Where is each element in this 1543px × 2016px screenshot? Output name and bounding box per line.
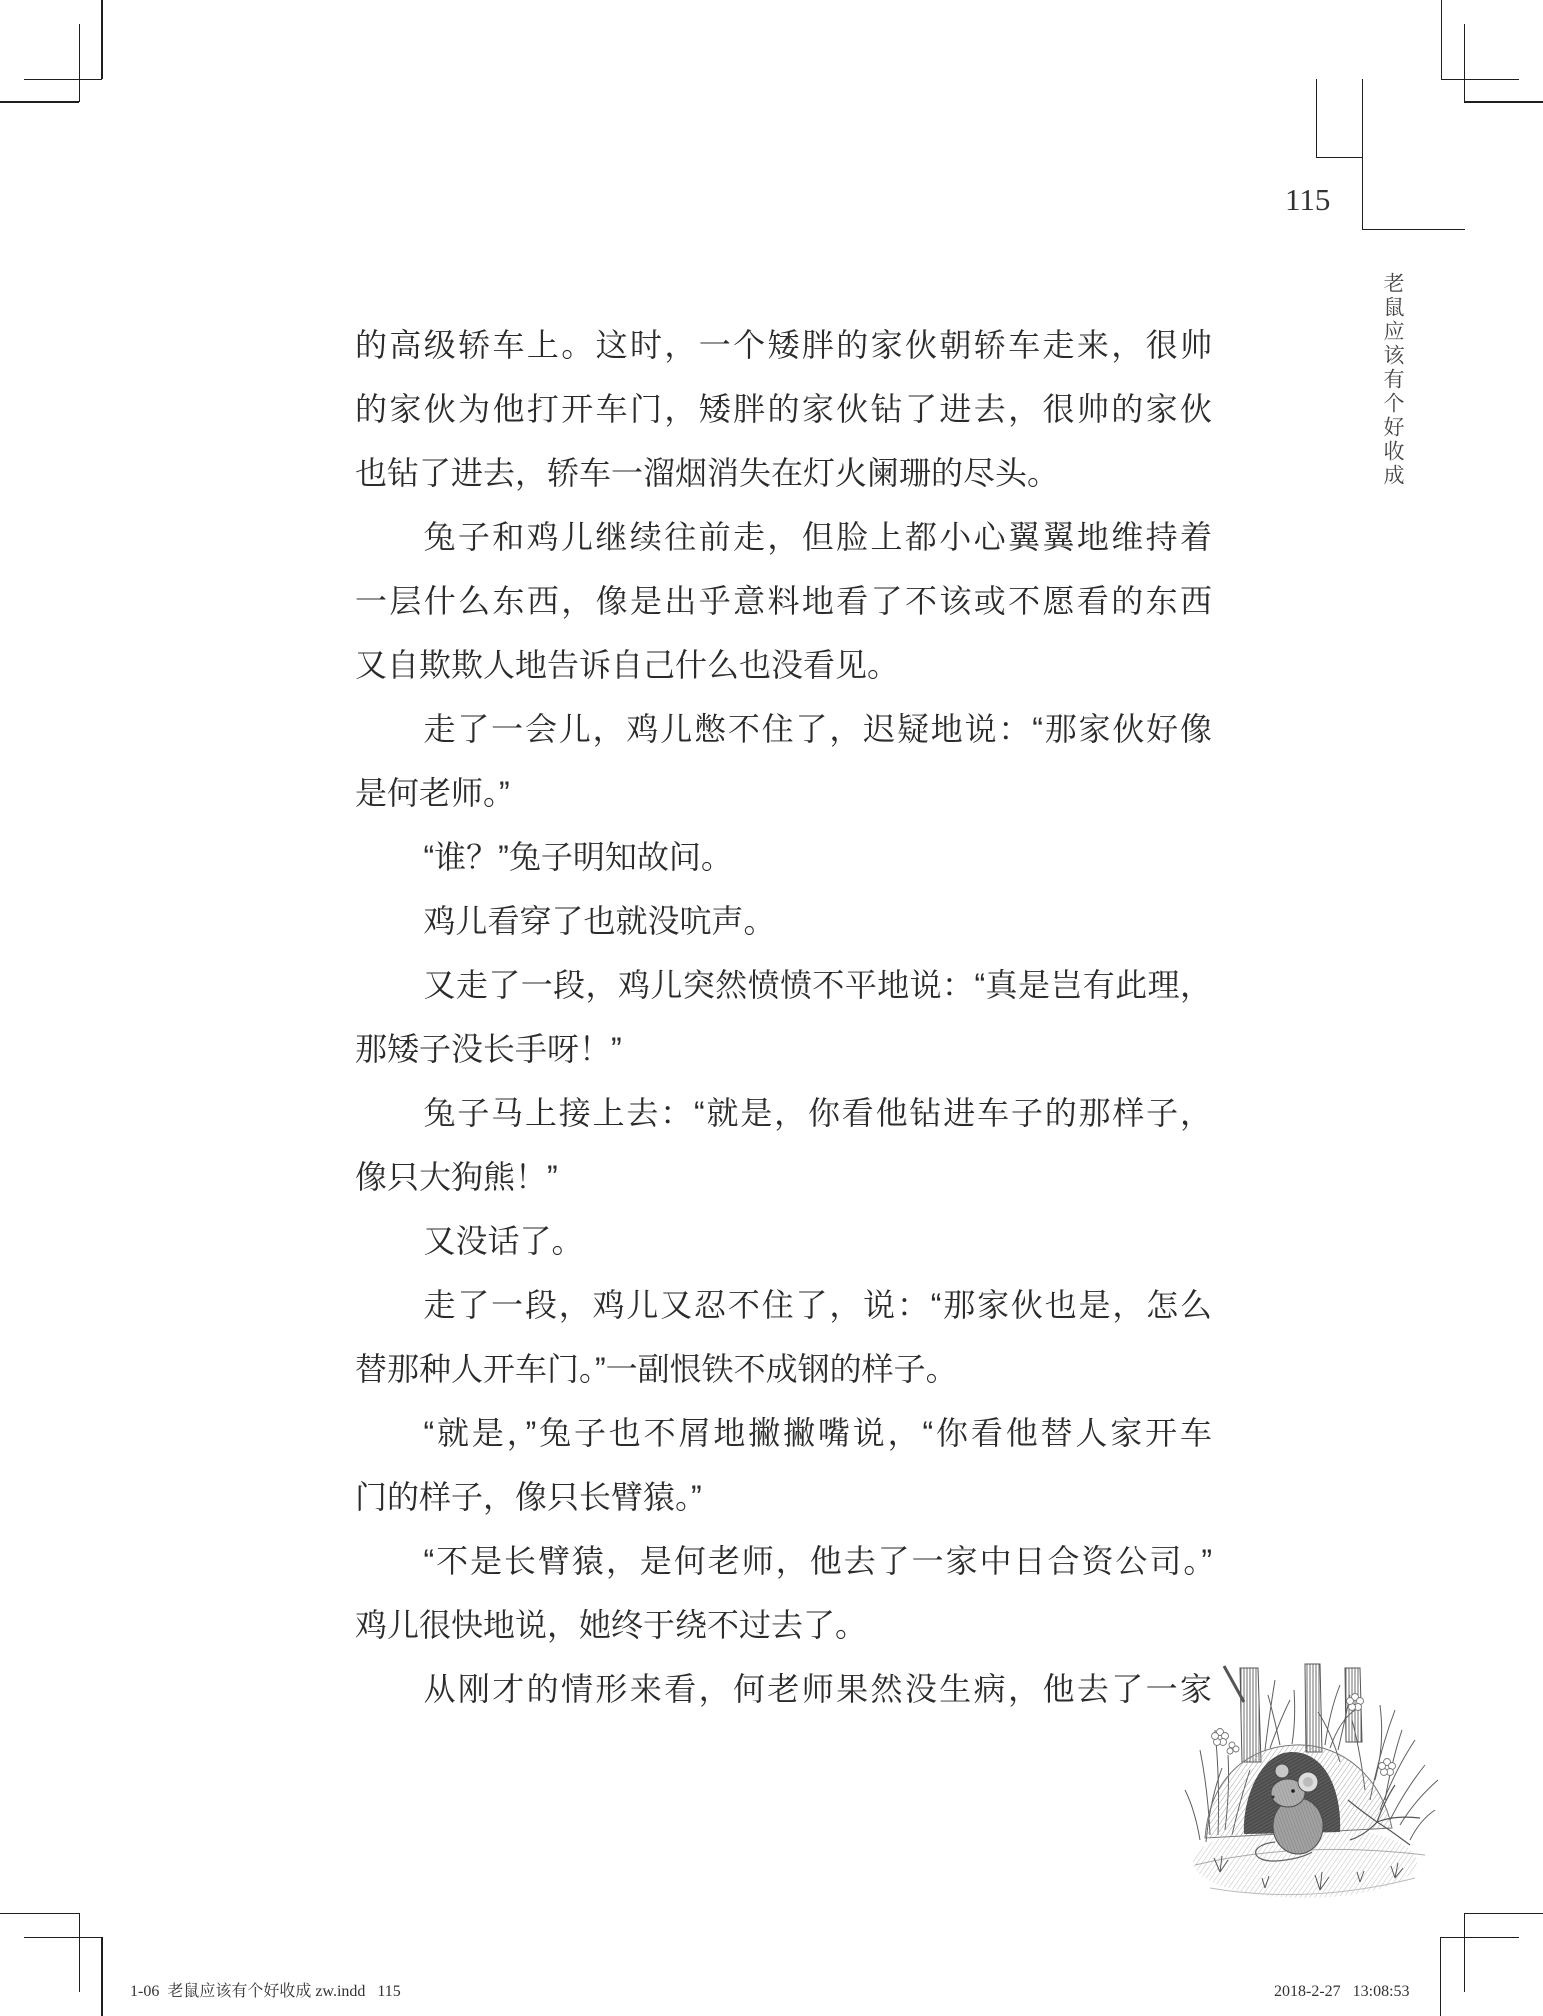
running-head-rule <box>1362 79 1364 229</box>
crop-mark <box>1464 1913 1466 1992</box>
body-text <box>355 313 1212 1721</box>
footer-timestamp: 2018-2-27 13:08:53 <box>1274 1983 1410 2000</box>
text-line: 鸡儿看穿了也就没吭声。 <box>423 903 776 939</box>
running-head-rule <box>1316 157 1362 159</box>
text-line: 一层什么东西，像是出乎意料地看了不该或不愿看的东西 <box>355 583 1212 619</box>
text-line: 像只大狗熊！” <box>355 1159 558 1195</box>
text-line: 走了一会儿，鸡儿憋不住了，迟疑地说：“那家伙好像 <box>423 711 1212 747</box>
crop-mark <box>1464 24 1466 102</box>
text-line: 是何老师。” <box>355 775 510 811</box>
text-line: 门的样子，像只长臂猿。” <box>355 1479 702 1515</box>
crop-mark <box>1441 0 1443 79</box>
text-line: 的高级轿车上。这时，一个矮胖的家伙朝轿车走来，很帅 <box>355 327 1212 363</box>
text-line: “谁？”兔子明知故问。 <box>423 839 733 875</box>
text-line: 的家伙为他打开车门，矮胖的家伙钻了进去，很帅的家伙 <box>355 391 1212 427</box>
text-line: 走了一段，鸡儿又忍不住了，说：“那家伙也是，怎么 <box>423 1287 1212 1323</box>
crop-mark <box>1440 1937 1519 1939</box>
crop-mark <box>1464 1913 1543 1915</box>
running-title: 老鼠应该有个好收成 <box>1381 272 1405 488</box>
text-line: 兔子和鸡儿继续往前走，但脸上都小心翼翼地维持着 <box>423 519 1212 555</box>
crop-mark <box>0 101 79 103</box>
crop-mark <box>0 1913 79 1915</box>
crop-mark <box>24 1937 102 1939</box>
mouse-burrow-illustration <box>1180 1650 1450 1910</box>
crop-mark <box>79 24 81 102</box>
text-line: 从刚才的情形来看，何老师果然没生病，他去了一家 <box>423 1671 1212 1707</box>
text-line: 那矮子没长手呀！” <box>355 1031 622 1067</box>
text-line: 又走了一段，鸡儿突然愤愤不平地说：“真是岂有此理， <box>423 967 1212 1003</box>
text-line: 兔子马上接上去：“就是，你看他钻进车子的那样子， <box>423 1095 1212 1131</box>
text-line: 也钻了进去，轿车一溜烟消失在灯火阑珊的尽头。 <box>355 455 1060 491</box>
text-line: “不是长臂猿，是何老师，他去了一家中日合资公司。” <box>423 1543 1212 1579</box>
text-line: 又没话了。 <box>423 1223 584 1259</box>
crop-mark <box>101 1937 103 2016</box>
footer-file-slug: 1-06 老鼠应该有个好收成 zw.indd 115 <box>130 1983 401 2000</box>
crop-mark <box>1440 1937 1442 2016</box>
crop-mark <box>24 79 102 81</box>
text-line: 又自欺欺人地告诉自己什么也没看见。 <box>355 647 900 683</box>
crop-mark <box>1464 101 1543 103</box>
crop-mark <box>101 0 103 79</box>
page-number: 115 <box>1285 182 1331 217</box>
text-line: 替那种人开车门。”一副恨铁不成钢的样子。 <box>355 1351 958 1387</box>
running-head-rule <box>1362 229 1465 231</box>
text-line: 鸡儿很快地说，她终于绕不过去了。 <box>355 1607 868 1643</box>
crop-mark <box>1441 79 1519 81</box>
crop-mark <box>79 1913 81 1992</box>
running-head-rule <box>1316 79 1318 157</box>
text-line: “就是，”兔子也不屑地撇撇嘴说，“你看他替人家开车 <box>423 1415 1212 1451</box>
